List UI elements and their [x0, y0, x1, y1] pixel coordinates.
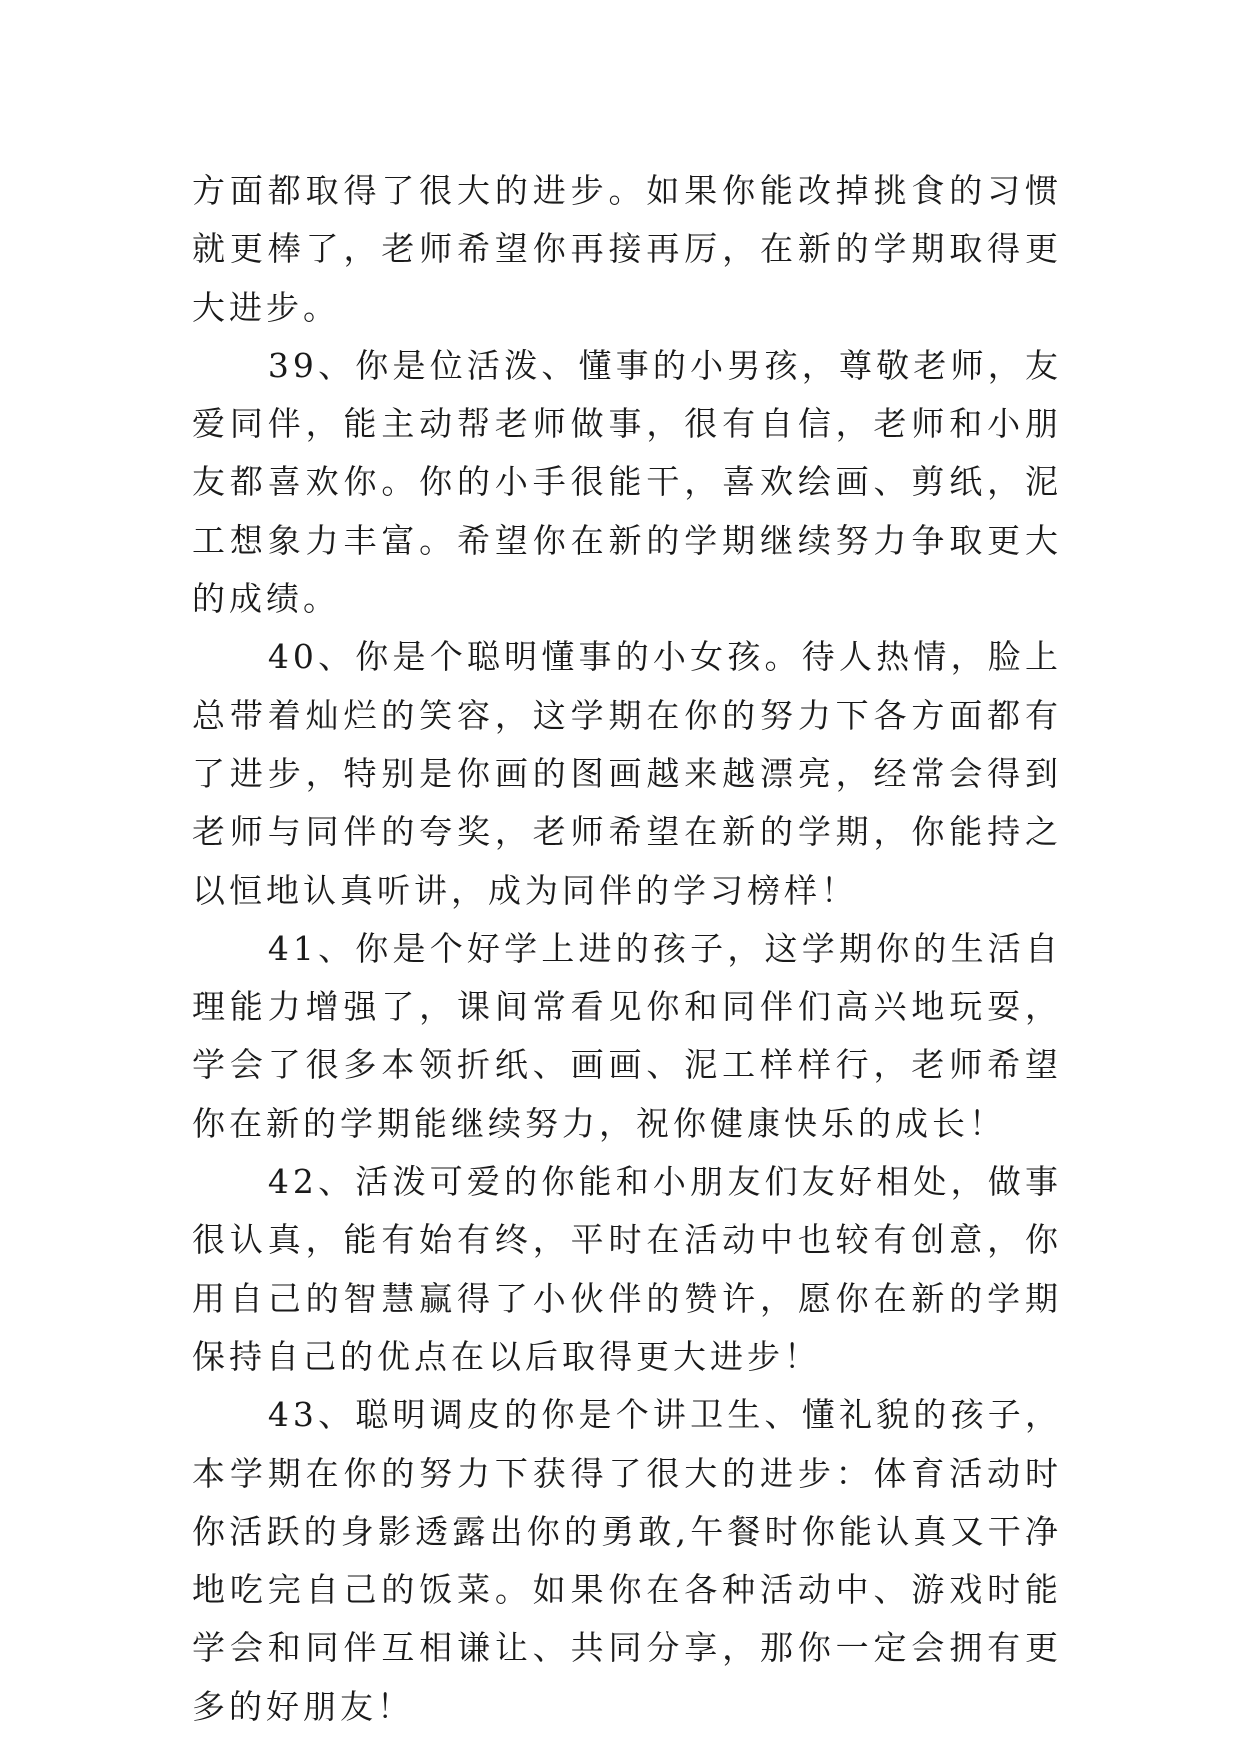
paragraph-comment-42: 42、活泼可爱的你能和小朋友们友好相处，做事很认真，能有始有终，平时在活动中也较有创意，你用自己的智慧赢得了小伙伴的赞许，愿你在新的学期保持自己的优点在以后取得更大进步！ [192, 1162, 1062, 1376]
paragraph-comment-43: 43、聪明调皮的你是个讲卫生、懂礼貌的孩子，本学期在你的努力下获得了很大的进步：体育活动时你活跃的身影透露出你的勇敢,午餐时你能认真又干净地吃完自己的饭菜。如果你在各种活动中、游戏时能学会和同伴互相谦让、共同分享，那你一定会拥有更多的好朋友！ [192, 1395, 1062, 1726]
paragraph-continuation: 方面都取得了很大的进步。如果你能改掉挑食的习惯就更棒了，老师希望你再接再厉，在新的学期取得更大进步。 [192, 171, 1062, 327]
paragraph-comment-41: 41、你是个好学上进的孩子，这学期你的生活自理能力增强了，课间常看见你和同伴们高兴地玩耍，学会了很多本领折纸、画画、泥工样样行，老师希望你在新的学期能继续努力，祝你健康快乐的成长！ [192, 928, 1062, 1143]
document-body [192, 162, 1062, 1736]
paragraph-comment-39: 39、你是位活泼、懂事的小男孩，尊敬老师，友爱同伴，能主动帮老师做事，很有自信，老师和小朋友都喜欢你。你的小手很能干，喜欢绘画、剪纸，泥工想象力丰富。希望你在新的学期继续努力争取更大的成绩。 [192, 345, 1062, 619]
paragraph-comment-40: 40、你是个聪明懂事的小女孩。待人热情，脸上总带着灿烂的笑容，这学期在你的努力下各方面都有了进步，特别是你画的图画越来越漂亮，经常会得到老师与同伴的夸奖，老师希望在新的学期，你能持之以恒地认真听讲，成为同伴的学习榜样！ [192, 637, 1062, 910]
